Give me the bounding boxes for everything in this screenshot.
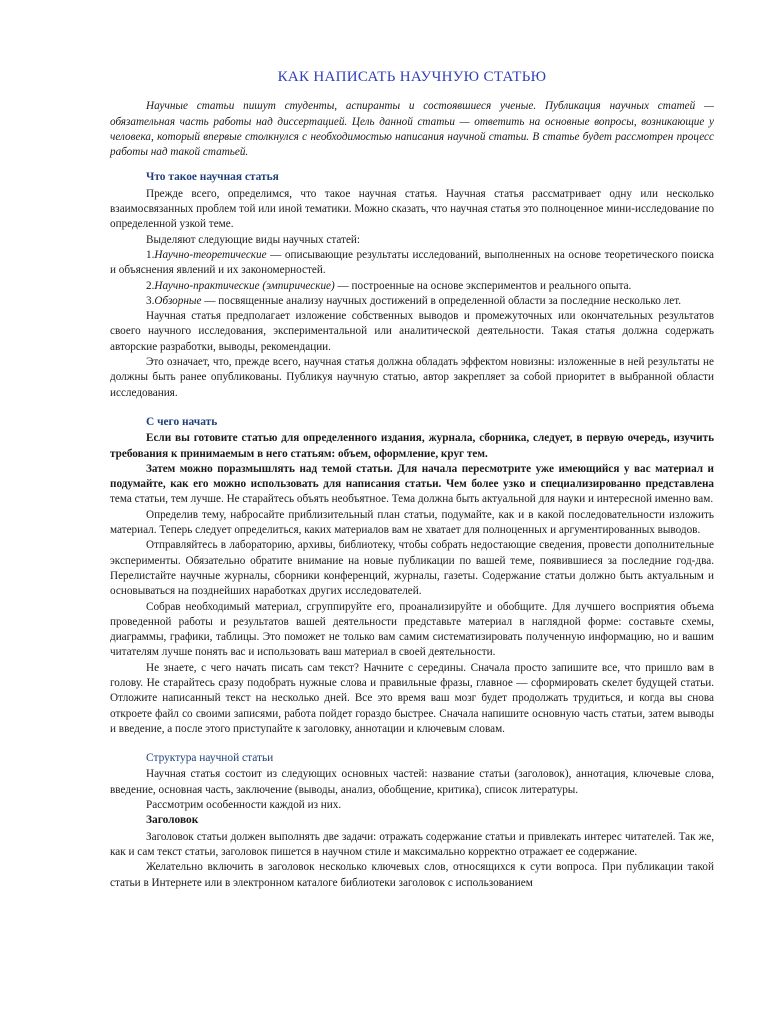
section-heading-where-to-start: С чего начать: [146, 415, 218, 428]
paragraph: Рассмотрим особенности каждой из них.: [146, 799, 342, 812]
page-title: КАК НАПИСАТЬ НАУЧНУЮ СТАТЬЮ: [277, 69, 547, 85]
list-item-type-2: 2.Научно-практические (эмпирические) — построенные на основе экспериментов и реального опыта.: [146, 279, 632, 292]
paragraph: Научная статья предполагает изложение собственных выводов и промежуточных или окончательных результатов своего научного исследования, экспериментальной или аналитической деятельности. Такая статья должна содержать авторские разработки, выводы, рекомендации.: [110, 310, 714, 353]
paragraph: Желательно включить в заголовок несколько ключевых слов, относящихся к сути вопроса. При публикации такой статьи в Интернете или в электронном каталоге библиотеки заголовок с использованием: [110, 861, 714, 889]
paragraph: Собрав необходимый материал, сгруппируйте его, проанализируйте и обобщите. Для лучшего восприятия объема проведенной работы и результатов вашей деятельности представьте материал в наглядной форме: составьте схемы, диаграммы, графики, таблицы. Это поможет не только вам самим систематизировать полученную информацию, но и вашим читателям лучше понять вас и использовать ваш материал в своей деятельности.: [110, 600, 714, 659]
paragraph: Отправляйтесь в лабораторию, архивы, библиотеку, чтобы собрать недостающие сведения, провести дополнительные эксперименты. Обязательно обратите внимание на новые публикации по вашей теме, появившиеся за последние год-два. Перелистайте научные журналы, сборники конференций, журналы, газеты. Содержание статьи должно быть актуальным и основываться на позднейших наработках других исследователей.: [110, 539, 714, 598]
list-item-type-1: 1.Научно-теоретические — описывающие результаты исследований, выполненных на основе теоретического поиска и объяснения явлений и их закономерностей.: [110, 248, 714, 277]
list-item-type-3: 3.Обзорные — посвященные анализу научных достижений в определенной области за последние несколько лет.: [146, 294, 682, 307]
paragraph: Прежде всего, определимся, что такое научная статья. Научная статья рассматривает одну или несколько взаимосвязанных проблем той или иной тематики. Можно сказать, что научная статья это полноценное мини-исследование по определенной узкой теме.: [110, 187, 714, 231]
paragraph: Научная статья состоит из следующих основных частей: название статьи (заголовок), аннотация, ключевые слова, введение, основная часть, заключение (выводы, анализ, обобщение, критика), список литературы.: [110, 768, 714, 796]
section-heading-structure: Структура научной статьи: [146, 752, 274, 765]
paragraph: Это означает, что, прежде всего, научная статья должна обладать эффектом новизны: изложенные в ней результаты не должны быть ранее опубликованы. Публикуя научную статью, автор закрепляет за собой приоритет в выбранной области исследования.: [110, 356, 714, 399]
subheading-title: Заголовок: [146, 814, 199, 827]
intro-paragraph: Научные статьи пишут студенты, аспиранты и состоявшиеся ученые. Публикация научных статей — обязательная часть работы над диссертацией. Цель данной статьи — ответить на основные вопросы, возникающие у человека, который впервые столкнулся с необходимостью написания научной статьи. В статье будет рассмотрен процесс работы над такой статьей.: [110, 100, 714, 159]
paragraph: Заголовок статьи должен выполнять две задачи: отражать содержание статьи и привлекать интерес читателей. Так же, как и сам текст статьи, заголовок пишется в научном стиле и максимально корректно отражает ее содержание.: [110, 830, 714, 858]
paragraph: Определив тему, набросайте приблизительный план статьи, подумайте, как и в какой последовательности изложить материал. Теперь следует определиться, каких материалов вам не хватает для полноценных и аргументированных выводов.: [110, 508, 714, 537]
document-page: [110, 62, 714, 891]
paragraph: Не знаете, с чего начать писать сам текст? Начните с середины. Сначала просто запишите все, что пришло вам в голову. Не старайтесь сразу подобрать нужные слова и правильные фразы, главное — сформировать скелет будущей статьи. Отложите написанный текст на несколько дней. Все это время ваш мозг будет продолжать трудиться, и когда вы снова откроете файл со своими записями, работа пойдет гораздо быстрее. Сначала напишите основную часть статьи, затем выводы и введение, а после этого приступайте к заголовку, аннотации и ключевым словам.: [110, 661, 714, 735]
paragraph: Если вы готовите статью для определенного издания, журнала, сборника, следует, в первую очередь, изучить требования к принимаемым в него статьям: объем, оформление, круг тем.: [110, 432, 714, 460]
section-heading-what-is: Что такое научная статья: [146, 171, 279, 184]
paragraph: Выделяют следующие виды научных статей:: [146, 233, 361, 246]
paragraph: Затем можно поразмышлять над темой статьи. Для начала пересмотрите уже имеющийся у вас материал и подумайте, как его можно использовать для написания статьи. Чем более узко и специализированно представлена тема статьи, тем лучше. Не старайтесь объять необъятное. Тема должна быть актуальной для науки и интересной именно вам.: [110, 462, 714, 506]
